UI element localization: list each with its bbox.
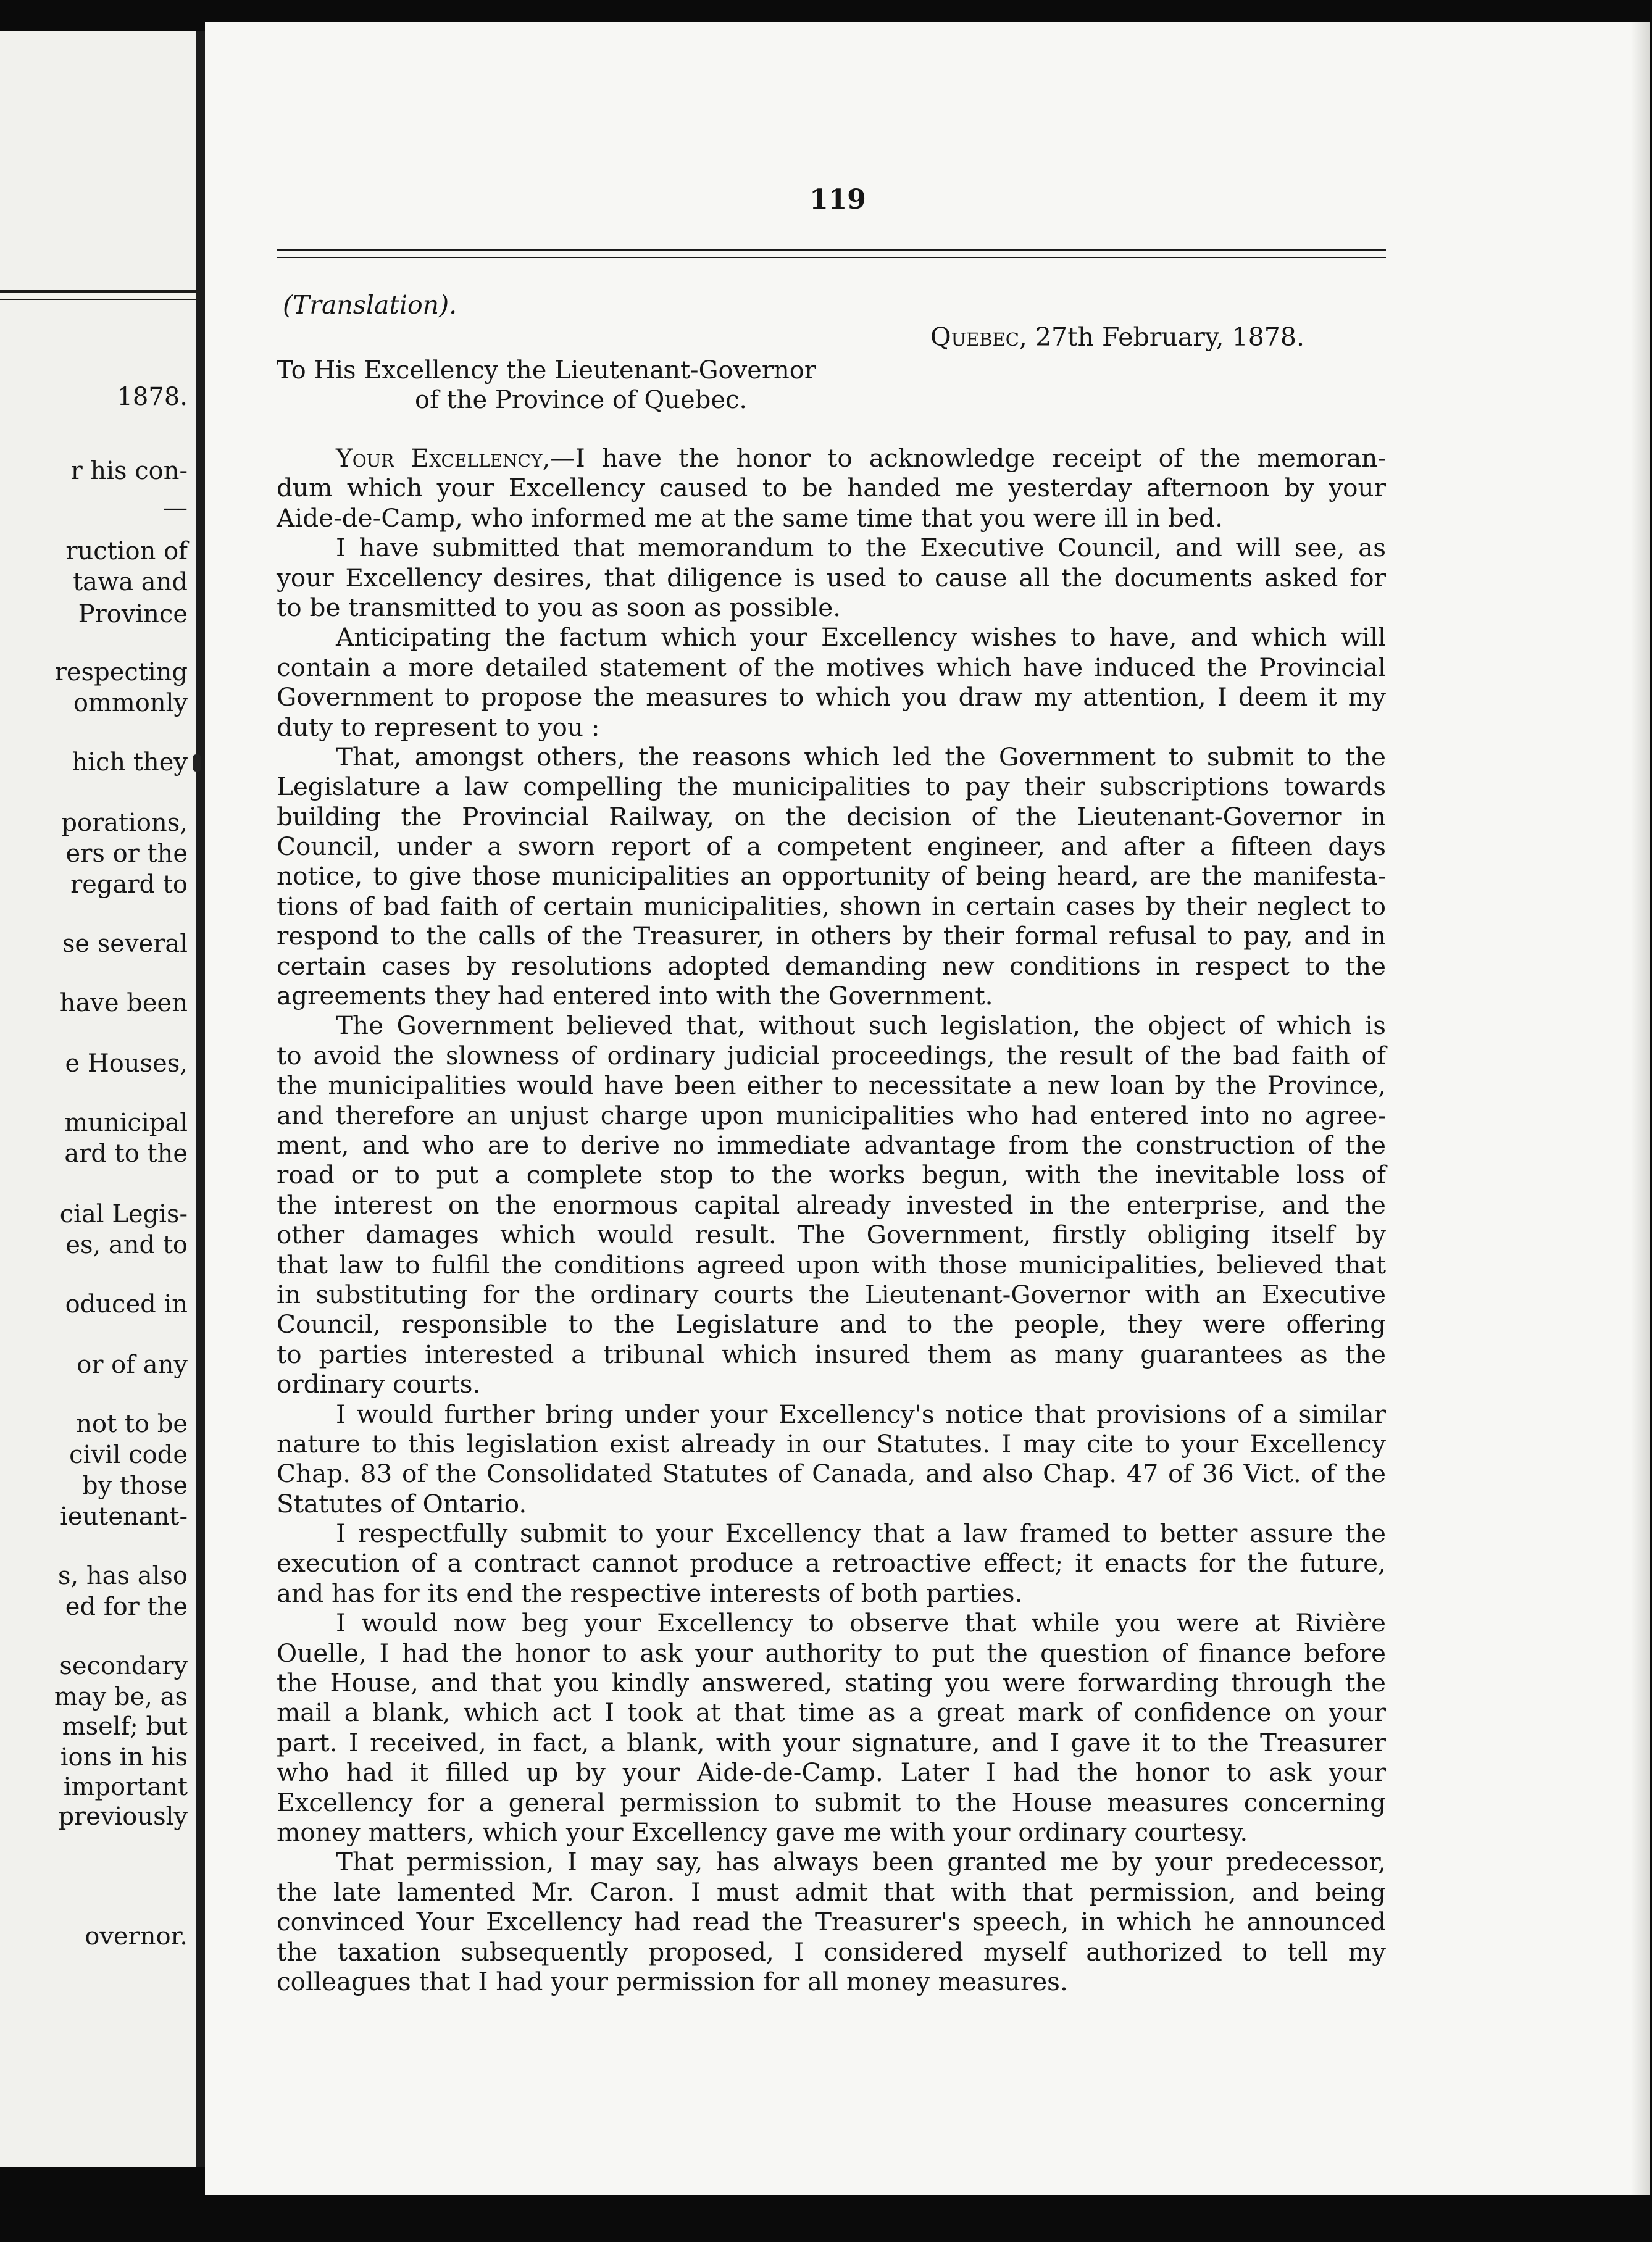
left-page-line: ruction of [65, 537, 188, 565]
letter-line: colleagues that I had your permission for all money measures. [277, 1966, 1068, 1996]
left-page-line: ed for the [65, 1593, 188, 1621]
letter-line: that law to fulfil the conditions agreed upon with those municipalities, believed that [277, 1249, 1386, 1280]
left-page-line: e Houses, [65, 1049, 188, 1078]
left-page-line: ard to the [64, 1140, 188, 1168]
letter-line: contain a more detailed statement of the motives which have induced the Provincial [277, 652, 1386, 682]
left-page-line: mself; but [62, 1712, 188, 1741]
letter-line: Chap. 83 of the Consolidated Statutes of Canada, and also Chap. 47 of 36 Vict. of the [277, 1459, 1386, 1489]
left-page-line: ers or the [65, 840, 188, 868]
letter-line: to parties interested a tribunal which insured them as many guarantees as the [277, 1339, 1386, 1369]
letter-line: dum which your Excellency caused to be handed me yesterday afternoon by your [277, 473, 1386, 503]
book-gutter [196, 31, 205, 2167]
letter-line: That permission, I may say, has always been granted me by your predecessor, [336, 1847, 1386, 1877]
dateline-date: , 27th February, 1878. [1019, 322, 1304, 352]
left-page-line: oduced in [65, 1290, 188, 1319]
header-rule [277, 249, 1386, 251]
letter-line: other damages which would result. The Government, firstly obliging itself by [277, 1220, 1386, 1250]
letter-line: part. I received, in fact, a blank, with your signature, and I gave it to the Treasurer [277, 1727, 1386, 1757]
letter-line: I would now beg your Excellency to observe that while you were at Rivière [336, 1608, 1386, 1638]
letter-line: duty to represent to you : [277, 712, 600, 742]
page-number: 119 [809, 184, 866, 215]
letter-line: I respectfully submit to your Excellency that a law framed to better assure the [336, 1519, 1386, 1549]
letter-line: notice, to give those municipalities an opportunity of being heard, are the manifesta- [277, 861, 1386, 891]
letter-line: to be transmitted to you as soon as possible. [277, 592, 841, 622]
page-edge-shadow [1631, 22, 1650, 2195]
left-page-line: — [163, 494, 188, 522]
left-page-line: Province [78, 600, 188, 628]
letter-line: agreements they had entered into with the Government. [277, 981, 993, 1011]
letter-line: Council, under a sworn report of a competent engineer, and after a fifteen days [277, 831, 1386, 862]
letter-line: the interest on the enormous capital already invested in the enterprise, and the [277, 1190, 1386, 1220]
left-page-line: civil code [69, 1441, 188, 1469]
letter-line: the taxation subsequently proposed, I considered myself authorized to tell my [277, 1936, 1386, 1967]
translation-label: (Translation). [283, 290, 457, 320]
left-page-line: respecting [54, 658, 188, 686]
letter-line: convinced Your Excellency had read the Treasurer's speech, in which he announced [277, 1907, 1386, 1937]
letter-line: execution of a contract cannot produce a retroactive effect; it enacts for the future, [277, 1548, 1386, 1578]
left-page-rule-thin [0, 299, 196, 300]
letter-line: Legislature a law compelling the municipalities to pay their subscriptions towards [277, 772, 1386, 802]
letter-line: the House, and that you kindly answered, stating you were forwarding through the [277, 1668, 1386, 1698]
letter-line: the late lamented Mr. Caron. I must admit that with that permission, and being [277, 1877, 1386, 1907]
left-page-line: important [63, 1773, 188, 1801]
letter-line: Ouelle, I had the honor to ask your authority to put the question of finance before [277, 1638, 1386, 1668]
letter-body [277, 443, 1386, 1996]
letter-line: nature to this legislation exist already in our Statutes. I may cite to your Excellency [277, 1428, 1386, 1459]
salutation: Your Excellency [336, 443, 543, 473]
letter-line: the municipalities would have been either to necessitate a new loan by the Province, [277, 1070, 1386, 1101]
left-page-rule [0, 290, 196, 293]
letter-line: who had it filled up by your Aide-de-Camp. Later I had the honor to ask your [277, 1757, 1386, 1788]
letter-line: to avoid the slowness of ordinary judicial proceedings, the result of the bad faith of [277, 1040, 1386, 1070]
header-rule-thin [277, 257, 1386, 258]
left-page-line: 1878. [117, 383, 188, 411]
letter-line: and has for its end the respective interests of both parties. [277, 1578, 1023, 1608]
letter-line: certain cases by resolutions adopted demanding new conditions in respect to the [277, 951, 1386, 981]
letter-line: money matters, which your Excellency gave me with your ordinary courtesy. [277, 1817, 1248, 1847]
letter-line: and therefore an unjust charge upon municipalities who had entered into no agree- [277, 1100, 1386, 1130]
left-page-line: regard to [70, 870, 188, 899]
letter-line: Anticipating the factum which your Excellency wishes to have, and which will [336, 622, 1386, 652]
letter-line: That, amongst others, the reasons which led the Government to submit to the [336, 741, 1386, 772]
left-page-line: have been [59, 989, 188, 1017]
addressee-line-2: of the Province of Quebec. [415, 386, 748, 414]
letter-line-text: ,—I have the honor to acknowledge receipt of the memoran- [542, 443, 1386, 473]
addressee [277, 356, 816, 415]
addressee-line-1: To His Excellency the Lieutenant-Governor [277, 356, 816, 385]
left-page-line: overnor. [85, 1922, 188, 1951]
letter-line: I have submitted that memorandum to the Executive Council, and will see, as [336, 533, 1386, 563]
left-page-line: cial Legis- [59, 1200, 188, 1228]
ink-blot [193, 754, 201, 772]
letter-line: Government to propose the measures to which you draw my attention, I deem it my [277, 682, 1386, 712]
right-page [205, 22, 1650, 2195]
letter-line: ordinary courts. [277, 1369, 481, 1399]
dateline-city: Quebec [930, 322, 1019, 352]
left-page-line: s, has also [57, 1562, 188, 1590]
letter-line: road or to put a complete stop to the works begun, with the inevitable loss of [277, 1160, 1386, 1190]
letter-line: I would further bring under your Excellency's notice that provisions of a similar [336, 1399, 1386, 1429]
letter-line: respond to the calls of the Treasurer, in others by their formal refusal to pay, and in [277, 921, 1386, 951]
left-page-line: es, and to [65, 1231, 188, 1259]
left-page-line: by those [81, 1472, 188, 1500]
letter-line: your Excellency desires, that diligence is used to cause all the documents asked for [277, 562, 1386, 593]
letter-line: Excellency for a general permission to submit to the House measures concerning [277, 1787, 1386, 1817]
letter-line [277, 443, 1386, 473]
letter-line: The Government believed that, without such legislation, the object of which is [336, 1011, 1386, 1041]
left-page-line: municipal [64, 1109, 188, 1137]
left-page-line: ieutenant- [60, 1502, 188, 1531]
left-page-line: se several [62, 930, 188, 958]
left-page-line: not to be [76, 1410, 188, 1438]
left-page-line: may be, as [54, 1683, 188, 1711]
left-page-line: hich they [72, 748, 188, 777]
left-page-line: r his con- [70, 457, 188, 485]
left-page-line: tawa and [73, 568, 188, 596]
left-page-line: secondary [59, 1652, 188, 1680]
letter-line: mail a blank, which act I took at that time as a great mark of confidence on your [277, 1698, 1386, 1728]
letter-line: Council, responsible to the Legislature and to the people, they were offering [277, 1309, 1386, 1340]
left-page-fragment [0, 31, 196, 2167]
left-page-line: or of any [77, 1351, 188, 1379]
letter-line: ment, and who are to derive no immediate advantage from the construction of the [277, 1130, 1386, 1160]
letter-line: in substituting for the ordinary courts the Lieutenant-Governor with an Executive [277, 1279, 1386, 1309]
left-page-line: porations, [61, 809, 188, 837]
letter-line: Statutes of Ontario. [277, 1488, 527, 1519]
left-page-line: ions in his [60, 1743, 188, 1772]
left-page-line: previously [58, 1802, 188, 1831]
letter-line: Aide-de-Camp, who informed me at the same time that you were ill in bed. [277, 502, 1223, 533]
letter-line: building the Provincial Railway, on the decision of the Lieutenant-Governor in [277, 801, 1386, 831]
letter-line: tions of bad faith of certain municipalities, shown in certain cases by their neglect to [277, 891, 1386, 921]
dateline [930, 322, 1304, 352]
left-page-line: ommonly [73, 689, 188, 717]
